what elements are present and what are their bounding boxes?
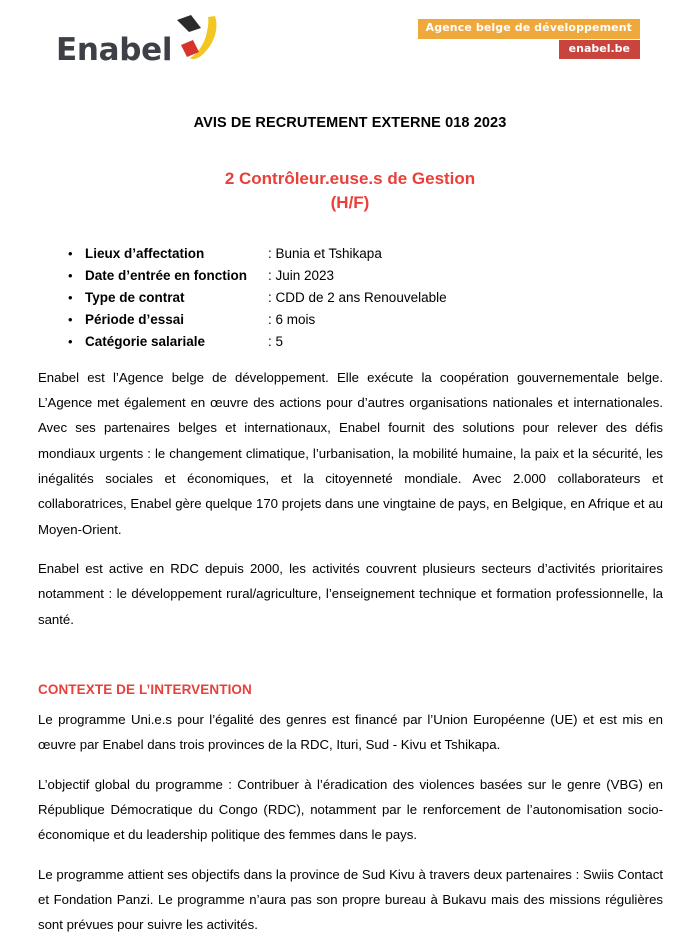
list-item	[0, 287, 700, 309]
bullet-icon: •	[68, 289, 73, 305]
section-heading-contexte: CONTEXTE DE L’INTERVENTION	[38, 681, 252, 697]
context-paragraph-3: Le programme attient ses objectifs dans la province de Sud Kivu à travers deux partenaires : Swiis Contact et Fondation Panzi. Le programme n’aura pas son propre bureau à Bukavu mais des missions régulières sont prévues pour suivre les activités.	[38, 866, 663, 933]
bullet-icon: •	[68, 311, 73, 327]
list-item	[0, 243, 700, 265]
enabel-logo	[56, 14, 221, 66]
document-header	[0, 0, 700, 92]
job-title-line-2: (H/F)	[330, 193, 370, 213]
bullet-icon: •	[68, 246, 73, 262]
fact-label: Catégorie salariale	[85, 333, 206, 349]
document-body	[0, 353, 700, 938]
list-item	[0, 309, 700, 331]
spacer	[38, 646, 663, 682]
page-title: AVIS DE RECRUTEMENT EXTERNE 018 2023	[193, 115, 507, 131]
fact-label: Période d’essai	[85, 311, 185, 327]
fact-value: : 5	[268, 333, 284, 349]
tagline-agency-text: Agence belge de développement	[418, 19, 640, 39]
fact-value: : Bunia et Tshikapa	[268, 246, 382, 262]
job-title-line-1: 2 Contrôleur.euse.s de Gestion	[224, 169, 476, 188]
bullet-icon: •	[68, 268, 73, 284]
context-paragraph-1: Le programme Uni.e.s pour l’égalité des genres est financé par l’Union Européenne (UE) et est mis en œuvre par Enabel dans trois provinces de la RDC, Ituri, Sud - Kivu et Tshikapa.	[38, 711, 663, 753]
fact-label: Type de contrat	[85, 289, 185, 305]
fact-label: Lieux d’affectation	[85, 246, 205, 262]
intro-paragraph-2: Enabel est active en RDC depuis 2000, les activités couvrent plusieurs secteurs d’activités prioritaires notamment : le développement rural/agriculture, l’enseignement technique et formation professionnelle, la santé.	[38, 560, 663, 627]
intro-paragraph-1: Enabel est l’Agence belge de développement. Elle exécute la coopération gouvernementale belge. L’Agence met également en œuvre des actions pour d’autres organisations nationales et internationales. Avec ses partenaires belges et internationaux, Enabel fournit des solutions pour relever des défis mondiaux urgents : le changement climatique, l’urbanisation, la mobilité humaine, la paix et la sécurité, les inégalités sociales et économiques, et la citoyenneté mondiale. Avec 2.000 collaborateurs et collaboratrices, Enabel gère quelque 170 projets dans une vingtaine de pays, en Belgique, en Afrique et au Moyen-Orient.	[38, 369, 663, 537]
fact-value: : Juin 2023	[268, 268, 335, 284]
belgian-flag-swoosh-icon	[175, 12, 221, 64]
enabel-wordmark: Enabel	[56, 32, 173, 68]
list-item	[0, 331, 700, 353]
fact-label: Date d’entrée en fonction	[85, 268, 248, 284]
context-paragraph-2: L’objectif global du programme : Contribuer à l’éradication des violences basées sur le genre (VBG) en République Démocratique du Congo (RDC), notamment par le renforcement de l’autonomisation socio-économique et du leadership politique des femmes dans le pays.	[38, 776, 663, 843]
key-facts-list	[0, 243, 700, 352]
fact-value: : CDD de 2 ans Renouvelable	[268, 289, 447, 305]
list-item	[0, 265, 700, 287]
agency-tagline-block	[418, 19, 640, 59]
fact-value: : 6 mois	[268, 311, 316, 327]
job-title	[0, 167, 700, 215]
bullet-icon: •	[68, 333, 73, 349]
spacer	[38, 353, 663, 365]
tagline-website-badge: enabel.be	[559, 40, 640, 60]
